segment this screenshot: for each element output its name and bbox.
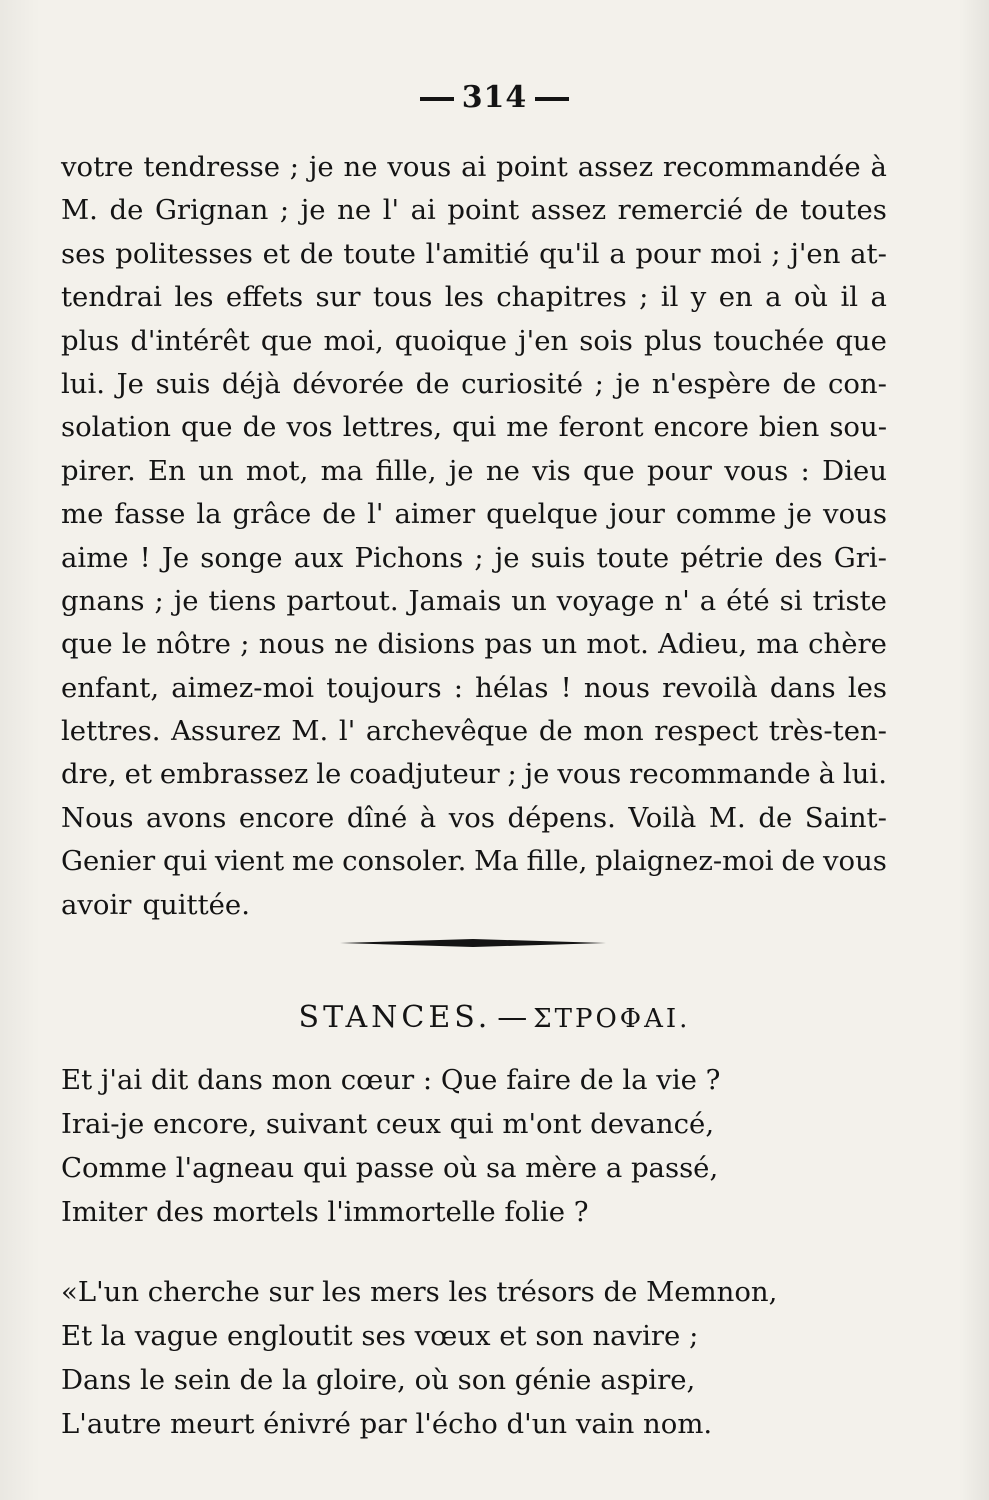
word: Pichons bbox=[354, 541, 464, 574]
word: partout. bbox=[286, 584, 399, 617]
word: me bbox=[506, 411, 549, 444]
word: dévorée bbox=[292, 367, 405, 400]
word: revoilà bbox=[662, 671, 758, 704]
word: l' bbox=[382, 194, 400, 227]
word: lui. bbox=[842, 758, 887, 791]
word: aux bbox=[293, 541, 344, 574]
word: Je bbox=[161, 541, 190, 574]
word: gnans bbox=[61, 584, 145, 617]
word: point bbox=[447, 194, 520, 227]
word: a bbox=[609, 237, 626, 270]
letter-line bbox=[61, 623, 887, 666]
word: et bbox=[124, 758, 152, 791]
word: sois bbox=[579, 324, 633, 357]
word: que bbox=[583, 454, 635, 487]
letter-line bbox=[61, 493, 887, 536]
word: vous bbox=[557, 758, 622, 791]
letter-line bbox=[61, 753, 887, 796]
verse-line: Dans le sein de la gloire, où son génie aspire, bbox=[61, 1364, 696, 1396]
word: Adieu, bbox=[658, 628, 748, 661]
letter-line bbox=[61, 710, 887, 753]
letter-line bbox=[61, 406, 887, 449]
header-dash-left bbox=[420, 97, 454, 101]
word: touchée bbox=[713, 324, 825, 357]
word: aimez-moi bbox=[171, 671, 315, 704]
word: votre bbox=[61, 151, 134, 183]
section-divider bbox=[340, 938, 606, 948]
word: me bbox=[61, 498, 104, 531]
word: y bbox=[690, 281, 707, 314]
word: enfant, bbox=[61, 671, 160, 704]
word: toutes bbox=[800, 194, 887, 227]
letter-line bbox=[61, 320, 887, 363]
word: qu'il bbox=[539, 237, 600, 270]
poem-title bbox=[0, 1000, 989, 1035]
verse-line: Comme l'agneau qui passe où sa mère a passé, bbox=[61, 1152, 719, 1184]
word: nous bbox=[258, 628, 325, 661]
letter-line bbox=[61, 233, 887, 276]
letter-line bbox=[61, 797, 887, 840]
word: vous bbox=[724, 454, 789, 487]
word: pas bbox=[484, 628, 533, 661]
word: ne bbox=[485, 454, 520, 487]
word: plaignez-moi bbox=[595, 845, 774, 878]
word: voyage bbox=[556, 584, 655, 617]
word: Ma bbox=[474, 845, 519, 878]
word: lui. bbox=[61, 367, 106, 400]
word: Assurez bbox=[171, 715, 281, 748]
word: un bbox=[511, 584, 547, 617]
word: ai bbox=[461, 151, 487, 183]
word: remercié bbox=[617, 194, 744, 227]
word: : bbox=[453, 671, 463, 704]
word: tendresse bbox=[143, 151, 280, 183]
letter-line bbox=[61, 146, 887, 189]
title-greek: ΣΤΡΟΦΑΙ. bbox=[533, 1004, 691, 1034]
title-separator: — bbox=[497, 1000, 528, 1035]
verse-line: Et la vague engloutit ses vœux et son navire ; bbox=[61, 1320, 699, 1352]
header-dash-right bbox=[535, 97, 569, 101]
word: pétrie bbox=[680, 541, 764, 574]
word: songe bbox=[200, 541, 283, 574]
word: M. bbox=[61, 194, 98, 227]
word: tiens bbox=[208, 584, 277, 617]
word: un bbox=[541, 628, 578, 661]
word: les bbox=[444, 281, 484, 314]
word: vient bbox=[214, 845, 285, 878]
word: ne bbox=[337, 194, 372, 227]
word: chère bbox=[808, 628, 887, 661]
word: les bbox=[174, 281, 214, 314]
word: ai bbox=[410, 194, 436, 227]
title-french: STANCES. bbox=[298, 1000, 492, 1035]
word: sou- bbox=[829, 411, 887, 444]
word: les bbox=[847, 671, 887, 704]
word: ; bbox=[507, 758, 517, 791]
word: bien bbox=[758, 411, 820, 444]
word: recommandée bbox=[662, 151, 861, 183]
word: consoler. bbox=[342, 845, 467, 878]
word: : bbox=[800, 454, 810, 487]
word: et bbox=[262, 237, 290, 270]
word: recommande bbox=[629, 758, 811, 791]
word: mot, bbox=[245, 454, 309, 487]
word: coadjuteur bbox=[349, 758, 500, 791]
word: que bbox=[180, 411, 233, 444]
word: tous bbox=[372, 281, 433, 314]
word: embrassez bbox=[159, 758, 309, 791]
word: de bbox=[299, 237, 334, 270]
word: ses bbox=[61, 237, 106, 270]
word: ; bbox=[639, 281, 649, 314]
word: moi, bbox=[323, 324, 384, 357]
word: de bbox=[322, 498, 357, 531]
word: à bbox=[818, 758, 835, 791]
word: de bbox=[758, 801, 793, 834]
word: a bbox=[765, 281, 782, 314]
word: comme bbox=[675, 498, 777, 531]
word: Jamais bbox=[408, 584, 502, 617]
word: mon bbox=[583, 715, 644, 748]
word: tendrai bbox=[61, 281, 162, 314]
word: ; bbox=[474, 541, 484, 574]
word: curiosité bbox=[461, 367, 583, 400]
verse-line: Irai-je encore, suivant ceux qui m'ont devancé, bbox=[61, 1108, 715, 1140]
word: toute bbox=[596, 541, 670, 574]
word: sur bbox=[315, 281, 361, 314]
word: d'intérêt bbox=[130, 324, 250, 357]
page-number: 314 bbox=[461, 80, 528, 115]
word: des bbox=[774, 541, 823, 574]
word: ; bbox=[771, 237, 781, 270]
word: pour bbox=[635, 237, 701, 270]
word: je bbox=[615, 367, 641, 400]
word: quoique bbox=[394, 324, 508, 357]
word: qui bbox=[452, 411, 497, 444]
word: l' bbox=[367, 498, 384, 531]
word: vous bbox=[823, 498, 887, 531]
word: dîné bbox=[346, 801, 408, 834]
word: je bbox=[524, 758, 550, 791]
letter-line bbox=[61, 276, 887, 319]
word: n'espère bbox=[651, 367, 771, 400]
word: à bbox=[419, 801, 437, 834]
word: déjà bbox=[221, 367, 281, 400]
word: Voilà bbox=[628, 801, 697, 834]
word: qui bbox=[162, 845, 208, 878]
word: de bbox=[415, 367, 450, 400]
letter-line bbox=[61, 450, 887, 493]
word: de bbox=[109, 194, 144, 227]
word: suis bbox=[530, 541, 586, 574]
word: que bbox=[61, 628, 113, 661]
word: de bbox=[242, 411, 277, 444]
word: Saint- bbox=[804, 801, 887, 834]
word: aime bbox=[61, 541, 129, 574]
word: que bbox=[260, 324, 313, 357]
word: fille, bbox=[526, 845, 588, 878]
word: dépens. bbox=[507, 801, 616, 834]
word: Gri- bbox=[833, 541, 887, 574]
word: effets bbox=[225, 281, 304, 314]
word: été bbox=[726, 584, 770, 617]
word: avons bbox=[146, 801, 227, 834]
word: l' bbox=[338, 715, 356, 748]
letter-line bbox=[61, 667, 887, 710]
word: dans bbox=[769, 671, 836, 704]
word: aimer bbox=[394, 498, 476, 531]
word: n' bbox=[664, 584, 690, 617]
word: vous bbox=[387, 151, 452, 183]
letter-line bbox=[61, 840, 887, 883]
word: con- bbox=[827, 367, 887, 400]
word: je bbox=[300, 194, 326, 227]
word: fasse bbox=[114, 498, 186, 531]
word: M. bbox=[708, 801, 746, 834]
word: quelque bbox=[486, 498, 599, 531]
stanza-2 bbox=[61, 1270, 901, 1446]
word: encore bbox=[653, 411, 749, 444]
word: Grignan bbox=[154, 194, 269, 227]
letter-line bbox=[61, 363, 887, 406]
word: Dieu bbox=[822, 454, 887, 487]
word: je bbox=[308, 151, 334, 183]
word: nôtre bbox=[156, 628, 231, 661]
word: je bbox=[448, 454, 474, 487]
word: très-ten- bbox=[768, 715, 887, 748]
word: où bbox=[793, 281, 829, 314]
word: la bbox=[196, 498, 222, 531]
page-header bbox=[0, 80, 989, 115]
word: vous bbox=[823, 845, 887, 878]
word: pour bbox=[646, 454, 712, 487]
word: j'en bbox=[518, 324, 569, 357]
letter-line bbox=[61, 537, 887, 580]
word: ma bbox=[756, 628, 799, 661]
word: de bbox=[782, 367, 817, 400]
verse-line: Et j'ai dit dans mon cœur : Que faire de la vie ? bbox=[61, 1064, 721, 1096]
word: M. bbox=[291, 715, 329, 748]
word: vos bbox=[448, 801, 495, 834]
word: un bbox=[198, 454, 234, 487]
word: pirer. bbox=[61, 454, 136, 487]
word: mot. bbox=[586, 628, 649, 661]
word: chapitres bbox=[496, 281, 627, 314]
word: suis bbox=[155, 367, 211, 400]
word: Genier bbox=[61, 845, 156, 878]
word: encore bbox=[238, 801, 335, 834]
word: assez bbox=[530, 194, 607, 227]
word: ! bbox=[560, 671, 572, 704]
word: que bbox=[835, 324, 887, 357]
letter-line bbox=[61, 189, 887, 232]
verse-line: Imiter des mortels l'immortelle folie ? bbox=[61, 1196, 589, 1228]
word: moi bbox=[710, 237, 762, 270]
word: ; bbox=[154, 584, 164, 617]
word: de bbox=[781, 845, 816, 878]
word: triste bbox=[812, 584, 887, 617]
word: toute bbox=[343, 237, 416, 270]
word: lettres. bbox=[61, 715, 161, 748]
word: en bbox=[718, 281, 753, 314]
word: le bbox=[316, 758, 342, 791]
word: l'amitié bbox=[425, 237, 530, 270]
word: vos bbox=[286, 411, 333, 444]
word: plus bbox=[61, 324, 120, 357]
word: En bbox=[148, 454, 186, 487]
word: ma bbox=[320, 454, 364, 487]
word: de bbox=[538, 715, 573, 748]
word: j'en bbox=[790, 237, 841, 270]
letter-line bbox=[61, 884, 887, 927]
word: lettres, bbox=[342, 411, 443, 444]
word: avoir bbox=[61, 888, 132, 921]
word: ne bbox=[334, 628, 369, 661]
letter-text bbox=[61, 146, 887, 927]
word: ; bbox=[279, 194, 290, 227]
word: à bbox=[870, 151, 887, 183]
word: Nous bbox=[61, 801, 134, 834]
word: solation bbox=[61, 411, 171, 444]
word: le bbox=[121, 628, 147, 661]
word: feront bbox=[558, 411, 644, 444]
word: ! bbox=[139, 541, 151, 574]
word: a bbox=[699, 584, 717, 617]
verse-line: «L'un cherche sur les mers les trésors de Memnon, bbox=[61, 1276, 778, 1308]
word: assez bbox=[577, 151, 654, 183]
letter-line bbox=[61, 580, 887, 623]
word: toujours bbox=[326, 671, 442, 704]
word: si bbox=[779, 584, 803, 617]
word: quittée. bbox=[142, 888, 250, 921]
word: ; bbox=[594, 367, 604, 400]
word: il bbox=[660, 281, 679, 314]
word: disions bbox=[377, 628, 476, 661]
word: dre, bbox=[61, 758, 117, 791]
word: fille, bbox=[375, 454, 437, 487]
word: point bbox=[496, 151, 568, 183]
word: il bbox=[840, 281, 859, 314]
word: plus bbox=[643, 324, 703, 357]
word: je bbox=[494, 541, 520, 574]
word: nous bbox=[583, 671, 650, 704]
word: ; bbox=[240, 628, 250, 661]
word: je bbox=[173, 584, 199, 617]
word: ; bbox=[289, 151, 300, 183]
word: Je bbox=[116, 367, 144, 400]
word: jour bbox=[609, 498, 665, 531]
word: je bbox=[787, 498, 813, 531]
word: archevêque bbox=[365, 715, 529, 748]
word: de bbox=[754, 194, 789, 227]
word: at- bbox=[850, 237, 887, 270]
word: grâce bbox=[232, 498, 312, 531]
word: respect bbox=[654, 715, 759, 748]
word: vis bbox=[532, 454, 571, 487]
stanza-1 bbox=[61, 1058, 901, 1234]
word: hélas bbox=[475, 671, 549, 704]
verse-line: L'autre meurt énivré par l'écho d'un vain nom. bbox=[61, 1408, 713, 1440]
word: politesses bbox=[115, 237, 253, 270]
word: a bbox=[870, 281, 887, 314]
word: me bbox=[291, 845, 335, 878]
word: ne bbox=[343, 151, 378, 183]
